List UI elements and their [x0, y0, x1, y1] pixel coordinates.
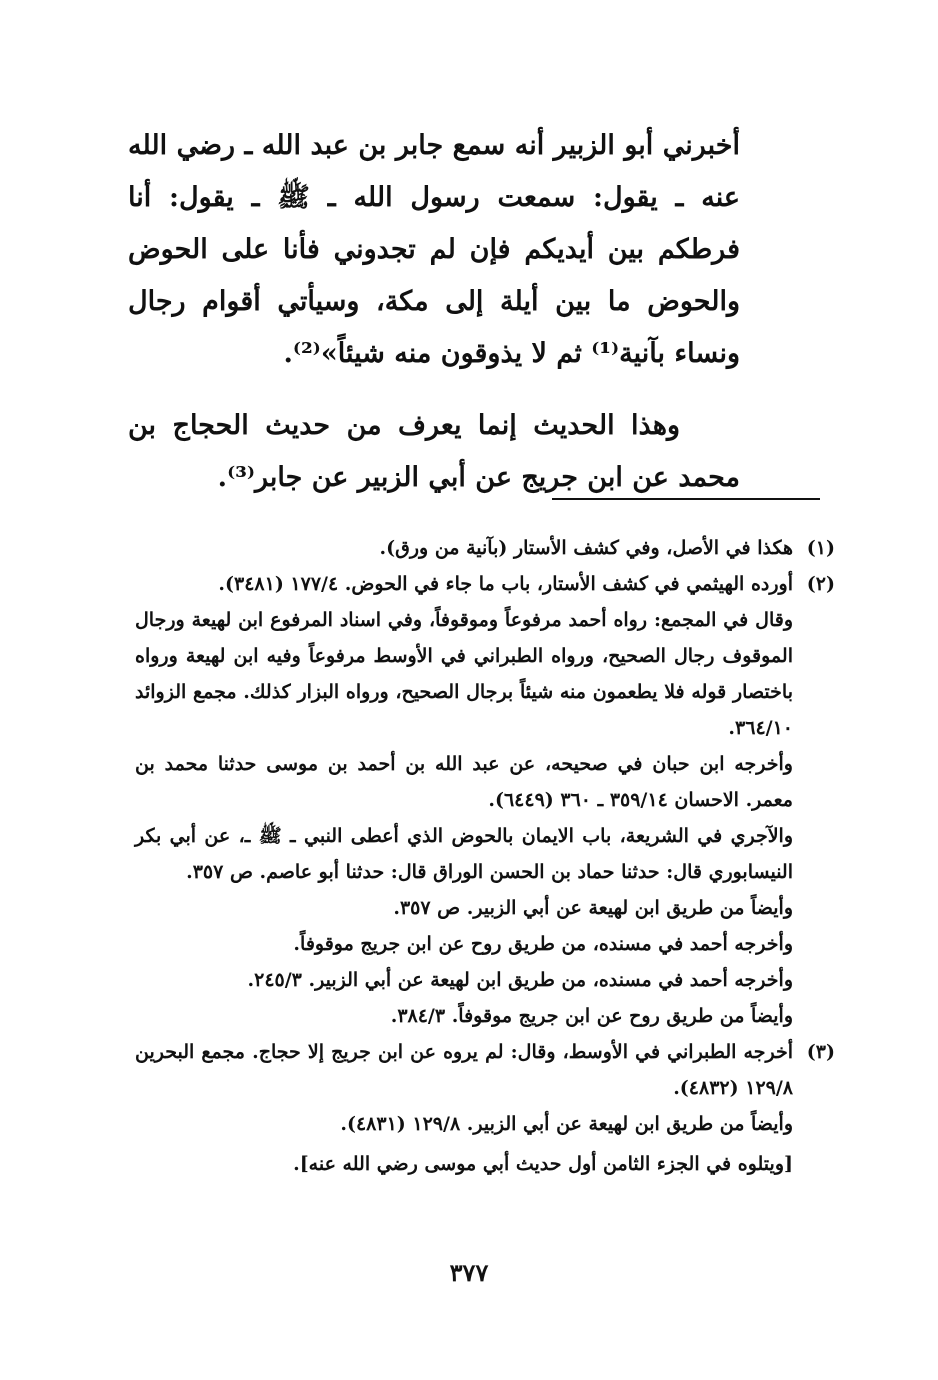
footnote-line: وأيضاً من طريق روح عن ابن جريج موقوفاً. ٣٨٤/٣. — [390, 1005, 793, 1027]
footnote-line: أخرجه الطبراني في الأوسط، وقال: لم يروه عن ابن جريج إلا حجاج. مجمع البحرين ١٢٩/٨ (٤٨٣٢). — [135, 1041, 793, 1099]
footnote-divider — [552, 498, 820, 500]
footnote-number: (٢) — [806, 573, 835, 595]
main-paragraph-2: وهذا الحديث إنما يعرف من حديث الحجاج بن محمد عن ابن جريج عن أبي الزبير عن جابر⁽³⁾. — [128, 410, 740, 493]
footnote-3 — [135, 1034, 835, 1182]
footnote-1 — [135, 530, 835, 566]
footnote-number: (٣) — [806, 1041, 835, 1063]
footnote-line: أورده الهيثمي في كشف الأستار، باب ما جاء في الحوض. ١٧٧/٤ (٣٤٨١). — [218, 573, 793, 595]
footnote-line: وأخرجه ابن حبان في صحيحه، عن عبد الله بن أحمد بن موسى حدثنا محمد بن معمر. الاحسان ٣٥٩/١٤ ـ ٣٦٠ (٦٤٤٩). — [135, 753, 793, 811]
footnote-line: وأخرجه أحمد في مسنده، من طريق روح عن ابن جريج موقوفاً. — [293, 933, 793, 955]
footnote-line: هكذا في الأصل، وفي كشف الأستار (بآنية من ورق). — [379, 537, 793, 559]
footnote-line: وأيضاً من طريق ابن لهيعة عن أبي الزبير. ص ٣٥٧. — [393, 897, 793, 919]
footnote-line: وأخرجه أحمد في مسنده، من طريق ابن لهيعة عن أبي الزبير. ٢٤٥/٣. — [247, 969, 793, 991]
footnote-line: [ويتلوه في الجزء الثامن أول حديث أبي موسى رضي الله عنه]. — [293, 1153, 793, 1175]
footnote-line: والآجري في الشريعة، باب الايمان بالحوض الذي أعطى النبي ـ ﷺ ـ، عن أبي بكر النيسابوري قال: حدثنا حماد بن الحسن الوراق قال: حدثنا أبو عاصم. ص ٣٥٧. — [135, 825, 793, 883]
footnote-2 — [135, 566, 835, 1034]
footnotes — [135, 530, 835, 1182]
footnote-line: وأيضاً من طريق ابن لهيعة عن أبي الزبير. ١٢٩/٨ (٤٨٣١). — [340, 1113, 793, 1135]
page-number: ٣٧٧ — [449, 1258, 489, 1287]
footnote-number: (١) — [806, 537, 835, 559]
main-text — [128, 120, 740, 504]
footnote-line: وقال في المجمع: رواه أحمد مرفوعاً وموقوفاً، وفي اسناد المرفوع ابن لهيعة ورجال الموقوف رجال الصحيح، ورواه الطبراني في الأوسط مرفوعاً وفيه ابن لهيعة ورواه باختصار قوله فلا يطعمون منه شيئاً برجال الصحيح، ورواه البزار كذلك. مجمع الزوائد ٣٦٤/١٠. — [135, 609, 793, 739]
main-paragraph-1: أخبرني أبو الزبير أنه سمع جابر بن عبد الله ـ رضي الله عنه ـ يقول: سمعت رسول الله ـ ﷺ ـ يقول: أنا فرطكم بين أيديكم فإن لم تجدوني فأنا على الحوض والحوض ما بين أيلة إلى مكة، وسيأتي أقوام رجال ونساء بآنية⁽¹⁾ ثم لا يذوقون منه شيئاً»⁽²⁾. — [128, 130, 740, 369]
